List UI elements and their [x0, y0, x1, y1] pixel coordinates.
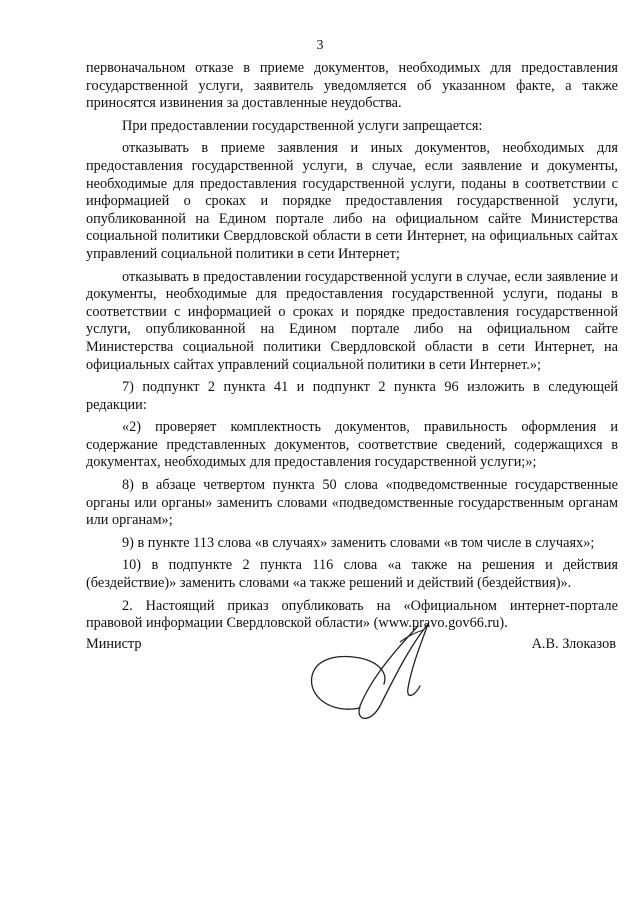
document-body — [86, 60, 618, 638]
page-number: 3 — [316, 38, 324, 53]
paragraph: отказывать в приеме заявления и иных документов, необходимых для предоставления государственной услуги, в случае, если заявление и документы, необходимые для предоставления государственной услуги, поданы в соответствии с информацией о сроках и порядке предоставления государственной услуги, опубликованной на Едином портале либо на официальном сайте Министерства социальной политики Свердловской области в сети Интернет, на официальных сайтах управлений социальной политики в сети Интернет; — [86, 140, 618, 262]
signatory-name: А.В. Злоказов — [531, 636, 616, 652]
signatory-title: Министр — [86, 636, 142, 652]
paragraph: 8) в абзаце четвертом пункта 50 слова «подведомственные государственные органы или органы» заменить словами «подведомственные государственным органам или органам»; — [86, 477, 618, 529]
paragraph: 9) в пункте 113 слова «в случаях» заменить словами «в том числе в случаях»; — [122, 534, 595, 551]
paragraph: первоначальном отказе в приеме документов, необходимых для предоставления государственной услуги, заявитель уведомляется об указанном факте, а также приносятся извинения за доставленные неудобства. — [86, 60, 618, 112]
paragraph: 10) в подпункте 2 пункта 116 слова «а также на решения и действия (бездействие)» заменить словами «а также решений и действий (бездействия)». — [86, 557, 618, 592]
paragraph: 2. Настоящий приказ опубликовать на «Официальном интернет-портале правовой информации Свердловской области» (www.pravo.gov66.ru). — [86, 597, 618, 632]
paragraph: «2) проверяет комплектность документов, правильность оформления и содержание представленных документов, соответствие сведений, содержащихся в документах, необходимых для предоставления государственной услуги;»; — [86, 419, 618, 471]
paragraph: отказывать в предоставлении государственной услуги в случае, если заявление и документы, необходимые для предоставления государственной услуги, поданы в соответствии с информацией о сроках и порядке предоставления государственной услуги, опубликованной на Едином портале либо на официальном сайте Министерства социальной политики Свердловской области в сети Интернет, на официальных сайтах управлений социальной политики в сети Интернет.»; — [86, 268, 618, 373]
paragraph: 7) подпункт 2 пункта 41 и подпункт 2 пункта 96 изложить в следующей редакции: — [86, 379, 618, 413]
paragraph: При предоставлении государственной услуги запрещается: — [122, 117, 483, 134]
handwritten-signature — [300, 596, 460, 736]
